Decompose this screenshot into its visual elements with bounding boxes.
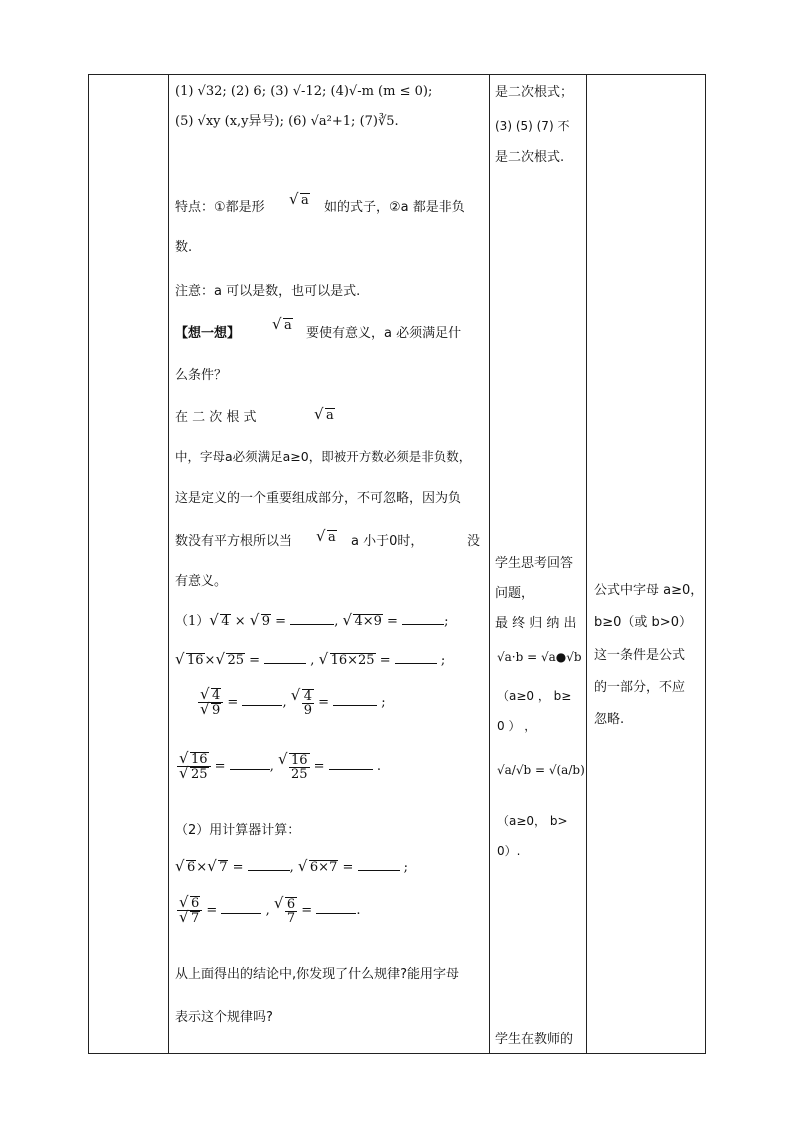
col3-mid-2: 问题， bbox=[495, 586, 535, 601]
exercise-1-row-3: √ 4 √ 9 = , √ $\frac{4}{9}$ = ; bbox=[198, 688, 386, 717]
col4-line-5: 忽略. bbox=[594, 712, 625, 727]
explain-line-4a: 数没有平方根所以当 bbox=[175, 534, 293, 549]
explain-line-5: 有意义。 bbox=[175, 574, 228, 589]
col3-mid-1: 学生思考回答 bbox=[495, 556, 574, 571]
col3-cond-1a: （a≥0 ， b≥ bbox=[497, 689, 572, 703]
col3-formula-2: √a/√b = √(a/b) bbox=[497, 763, 585, 777]
features-text-2: 如的式子，②a 都是非负 bbox=[324, 200, 465, 215]
exercise-1-row-1: （1）√ 4 × √ 9 = , √ 4×9 = ; bbox=[175, 614, 448, 628]
sqrt-a-symbol: √ a bbox=[314, 408, 335, 422]
think-text-1: 要使有意义，a 必须满足什 bbox=[306, 326, 462, 341]
col4-line-3: 这一条件是公式 bbox=[594, 648, 686, 663]
col4-line-1: 公式中字母 a≥0， bbox=[594, 583, 704, 598]
explain-line-1: 在 二 次 根 式 bbox=[175, 410, 257, 425]
column-divider bbox=[586, 75, 587, 1053]
sqrt-a-symbol: √ a bbox=[289, 193, 310, 207]
question-line-1: 从上面得出的结论中,你发现了什么规律?能用字母 bbox=[175, 967, 460, 982]
col3-cond-1b: 0 ） ， bbox=[497, 719, 537, 733]
exercise-2-row-2: √ 6 √ 7 = , √ $\frac{6}{7}$ = . bbox=[177, 896, 360, 925]
col4-line-4: 的一部分，不应 bbox=[594, 680, 686, 695]
col3-cond-2a: （a≥0， b> bbox=[497, 814, 568, 828]
explain-line-2: 中，字母a必须满足a≥0，即被开方数必须是非负数， bbox=[175, 449, 472, 464]
col3-formula-1: √a·b = √a●√b bbox=[497, 650, 582, 664]
column-divider bbox=[489, 75, 490, 1053]
col4-line-2: b≥0（或 b>0） bbox=[594, 615, 692, 630]
explain-line-4c: 没 bbox=[467, 534, 481, 549]
col3-bottom: 学生在教师的 bbox=[495, 1032, 574, 1047]
sqrt-a-symbol: √ a bbox=[272, 318, 293, 332]
features-text-3: 数. bbox=[175, 240, 193, 255]
col3-top-3: 是二次根式. bbox=[495, 150, 565, 165]
exercise-1-row-4: √ 16 √ 25 = , √ $\frac{16}{25}$ = . bbox=[177, 752, 381, 781]
col3-mid-3: 最 终 归 纳 出 bbox=[495, 616, 577, 631]
sqrt-a-symbol: √ a bbox=[316, 530, 337, 544]
col3-top-1: 是二次根式； bbox=[495, 85, 574, 100]
explain-line-3: 这是定义的一个重要组成部分，不可忽略，因为负 bbox=[175, 491, 462, 506]
think-label: 【想一想】 bbox=[175, 326, 241, 341]
exercise-2-row-1: √ 6×√ 7 = , √ 6×7 = ; bbox=[175, 860, 408, 874]
think-text-2: 么条件？ bbox=[175, 368, 228, 383]
question-line-2: 表示这个规律吗? bbox=[175, 1010, 273, 1025]
explain-line-4b: a 小于0时， bbox=[351, 534, 424, 549]
note-text: 注意：a 可以是数，也可以是式. bbox=[175, 284, 361, 299]
col3-top-2: (3) (5) (7) 不 bbox=[495, 119, 570, 133]
col3-cond-2b: 0）. bbox=[497, 844, 521, 858]
exercise-2-label: （2）用计算器计算： bbox=[175, 823, 301, 838]
exercise-1-row-2: √ 16×√ 25 = , √ 16×25 = ; bbox=[175, 653, 445, 667]
column-divider bbox=[168, 75, 169, 1053]
examples-line-2: (5) √xy (x,y异号); (6) √a²+1; (7)∛5. bbox=[175, 114, 399, 129]
features-text-1: 特点：①都是形 bbox=[175, 200, 265, 215]
examples-line-1: (1) √32; (2) 6; (3) √-12; (4)√-m (m ≤ 0); bbox=[175, 84, 433, 99]
